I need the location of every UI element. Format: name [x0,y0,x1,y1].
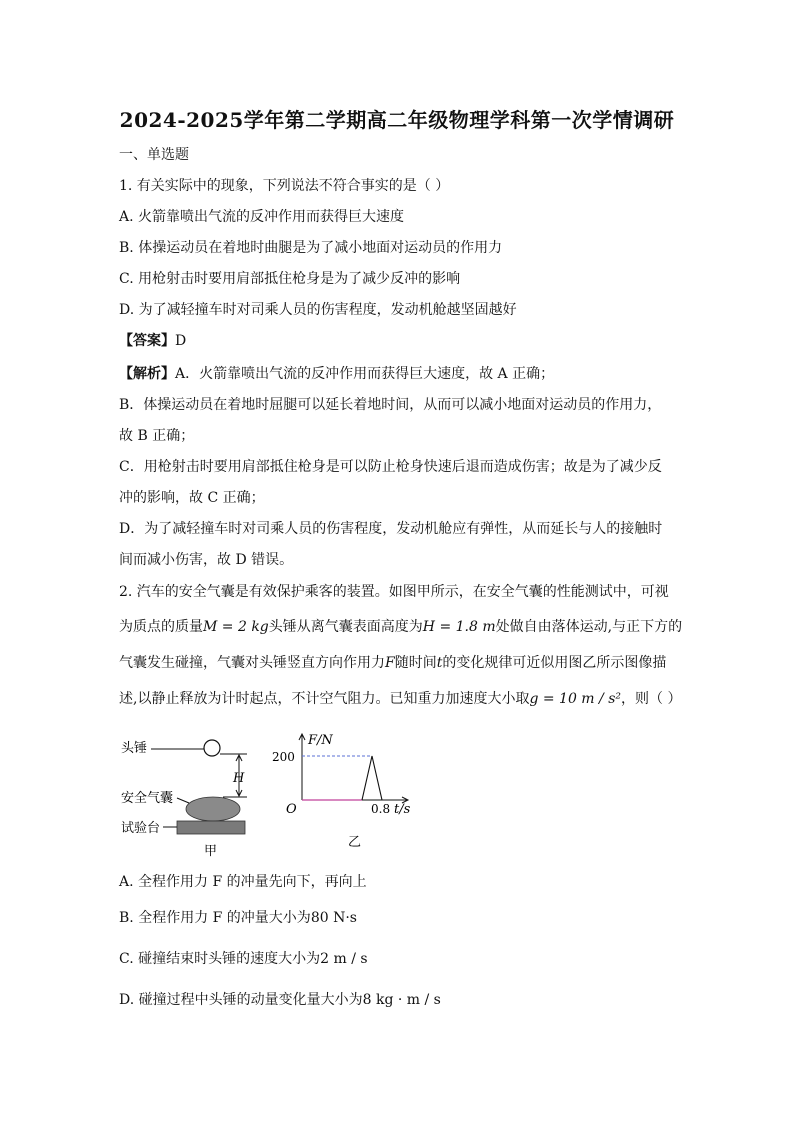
figure-jia [115,730,265,865]
q1-option-b: B. 体操运动员在着地时曲腿是为了减小地面对运动员的作用力 [119,240,503,256]
x-axis-label: t/s [394,802,411,817]
option-text: B. 全程作用力 F 的冲量大小为 [119,910,311,926]
q1-stem: 1. 有关实际中的现象，下列说法不符合事实的是（ ） [119,178,450,194]
q2-option-b [119,908,357,928]
q2-option-d [119,990,441,1010]
q1-analysis-line-6: D．为了减轻撞车时对司乘人员的伤害程度，发动机舱应有弹性，从而延长与人的接触时 [119,521,663,537]
q1-option-c: C. 用枪射击时要用肩部抵住枪身是为了减少反冲的影响 [119,271,461,287]
force-symbol: F [385,655,395,671]
q2-text: 气囊发生碰撞，气囊对头锤竖直方向作用力 [119,655,385,671]
force-peak-segment [362,756,382,800]
q2-text: 为质点的质量 [119,619,203,635]
q1-option-a: A. 火箭靠喷出气流的反冲作用而获得巨大速度 [119,209,405,225]
q2-option-a: A. 全程作用力 F 的冲量先向下，再向上 [119,874,367,890]
y-axis-label: F/N [308,733,333,748]
height-label: H [233,771,245,786]
airbag-label: 安全气囊 [121,791,174,806]
x-tick-label: 0.8 [371,802,391,816]
q1-analysis-line-3: 故 B 正确； [119,428,195,444]
q2-stem-line-3 [119,653,666,673]
section-heading: 一、单选题 [119,147,189,163]
q1-answer [119,331,186,351]
time-symbol: t [436,655,443,671]
q2-stem-line-4 [119,689,681,709]
q2-stem-line-1: 2. 汽车的安全气囊是有效保护乘客的装置。如图甲所示，在安全气囊的性能测试中，可视 [119,584,669,600]
q2-text: 处做自由落体运动,与正下方的 [495,619,683,635]
q2-text: ，则（ ） [621,691,682,707]
q2-stem-line-2 [119,617,682,637]
figure-yi-chart [268,728,418,856]
option-text: C. 碰撞结束时头锤的速度大小为 [119,951,321,967]
q1-analysis-line-1 [119,364,554,384]
answer-value: D [175,333,187,349]
gravity-value: g = 10 m / s² [529,691,621,707]
q2-text: 头锤从离气囊表面高度为 [268,619,423,635]
origin-label: O [286,802,297,817]
q2-text: 随时间 [394,655,437,671]
q1-analysis-line-5: 冲的影响，故 C 正确； [119,490,265,506]
q2-text: 的变化规律可近似用图乙所示图像描 [442,655,667,671]
head-label: 头锤 [121,741,148,756]
q1-analysis-line-2: B．体操运动员在着地时屈腿可以延长着地时间，从而可以减小地面对运动员的作用力， [119,397,662,413]
q1-analysis-line-7: 间而减小伤害，故 D 错误。 [119,552,294,568]
option-value: 8 kg · m / s [362,992,441,1008]
y-tick-label: 200 [272,750,295,764]
head-hammer [204,740,220,756]
airbag-pointer-line [177,798,189,803]
q1-analysis-line-4: C．用枪射击时要用肩部抵住枪身是可以防止枪身快速后退而造成伤害；故是为了减少反 [119,459,662,475]
option-value: 2 m / s [320,951,368,967]
analysis-label: 【解析】 [119,366,175,382]
option-value: 80 N·s [310,910,357,926]
q2-text: 述,以静止释放为计时起点，不计空气阻力。已知重力加速度大小取 [119,691,530,707]
answer-label: 【答案】 [119,333,175,349]
figure-yi-caption: 乙 [348,835,362,850]
q2-option-c [119,949,368,969]
test-platform [177,821,245,834]
q1-option-d: D. 为了减轻撞车时对司乘人员的伤害程度，发动机舱越坚固越好 [119,302,517,318]
option-text: D. 碰撞过程中头锤的动量变化量大小为 [119,992,363,1008]
mass-value: M = 2 kg [203,619,269,635]
analysis-text: A．火箭靠喷出气流的反冲作用而获得巨大速度，故 A 正确； [175,366,555,382]
height-value: H = 1.8 m [422,619,496,635]
page-title: 2024-2025学年第二学期高二年级物理学科第一次学情调研 [119,108,675,132]
airbag [186,797,240,821]
figure-jia-caption: 甲 [204,844,218,859]
platform-label: 试验台 [121,821,161,836]
